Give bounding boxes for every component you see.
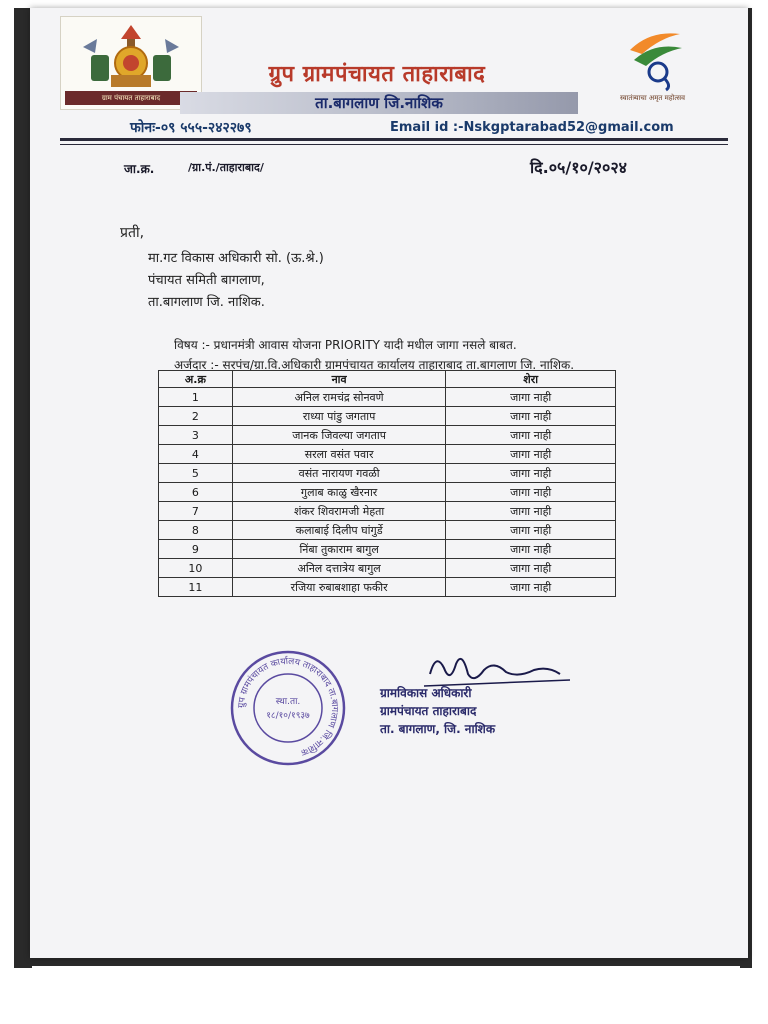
letter-subject: विषय :- प्रधानमंत्री आवास योजना PRIORITY यादी मधील जागा नसले बाबत.: [174, 338, 517, 352]
cell-name: अनिल रामचंद्र सोनवणे: [232, 388, 446, 407]
cell-serial: 2: [159, 407, 233, 426]
table-row: [159, 540, 616, 559]
addressee-line-1: मा.गट विकास अधिकारी सो. (ऊ.श्रे.): [148, 251, 324, 266]
addressee-salutation: प्रती,: [120, 225, 145, 241]
cell-remark: जागा नाही: [446, 426, 616, 445]
table-row: [159, 483, 616, 502]
cell-serial: 4: [159, 445, 233, 464]
email-address: Email id :-Nskgptarabad52@gmail.com: [390, 120, 674, 135]
cell-serial: 11: [159, 578, 233, 597]
seal-inner-line-2: १८/१०/१९३७: [266, 711, 310, 721]
emblem-caption: ग्राम पंचायत ताहाराबाद: [65, 91, 197, 105]
table-row: [159, 407, 616, 426]
cell-name: जानक जिवल्या जगताप: [232, 426, 446, 445]
table-row: [159, 559, 616, 578]
mahotsav-logo-icon: [620, 20, 690, 92]
cell-name: राध्या पांडु जगताप: [232, 407, 446, 426]
office-seal: [228, 648, 348, 768]
cell-remark: जागा नाही: [446, 464, 616, 483]
organization-address: ता.बागलाण जि.नाशिक: [315, 94, 443, 112]
table-row: [159, 578, 616, 597]
beneficiary-table: [158, 370, 616, 597]
table-row: [159, 445, 616, 464]
cell-serial: 1: [159, 388, 233, 407]
cell-name: रजिया रुबाबशाहा फकीर: [232, 578, 446, 597]
cell-serial: 5: [159, 464, 233, 483]
cell-serial: 8: [159, 521, 233, 540]
letter-applicant: अर्जदार :- सरपंच/ग्रा.वि.अधिकारी ग्रामपंचायत कार्यालय ताहाराबाद ता.बागलाण जि. नाशिक.: [174, 358, 575, 372]
cell-name: सरला वसंत पवार: [232, 445, 446, 464]
cell-name: अनिल दत्तात्रेय बागुल: [232, 559, 446, 578]
mahotsav-caption: स्वातंत्र्याचा अमृत महोत्सव: [620, 94, 685, 102]
organization-title: ग्रुप ग्रामपंचायत ताहाराबाद: [268, 62, 486, 87]
signatory-designation: ग्रामविकास अधिकारी: [380, 686, 472, 700]
column-header-serial: अ.क्र: [159, 371, 233, 388]
cell-remark: जागा नाही: [446, 388, 616, 407]
cell-name: कलाबाई दिलीप घांगुर्डे: [232, 521, 446, 540]
cell-name: निंबा तुकाराम बागुल: [232, 540, 446, 559]
cell-remark: जागा नाही: [446, 445, 616, 464]
column-header-remark: शेरा: [446, 371, 616, 388]
cell-remark: जागा नाही: [446, 502, 616, 521]
header-divider-thin: [60, 144, 728, 145]
cell-remark: जागा नाही: [446, 483, 616, 502]
cell-name: शंकर शिवरामजी मेहता: [232, 502, 446, 521]
addressee-line-2: पंचायत समिती बागलाण,: [148, 273, 265, 288]
cell-remark: जागा नाही: [446, 540, 616, 559]
table-body: [159, 388, 616, 597]
letter-date: दि.०५/१०/२०२४: [530, 158, 627, 177]
office-seal-stamp: [228, 648, 348, 768]
cell-remark: जागा नाही: [446, 578, 616, 597]
table-row: [159, 521, 616, 540]
table-row: [159, 426, 616, 445]
cell-serial: 10: [159, 559, 233, 578]
reference-office: /ग्रा.पं./ताहाराबाद/: [188, 161, 264, 174]
cell-name: गुलाब काळु खैरनार: [232, 483, 446, 502]
signatory-office: ग्रामपंचायत ताहाराबाद: [380, 704, 477, 718]
signatory-location: ता. बागलाण, जि. नाशिक: [380, 722, 496, 736]
seal-outer-text: ग्रुप ग्रामपंचायत कार्यालय ताहाराबाद ता.बागलाण जि.नाशिक: [236, 656, 340, 757]
header-divider-thick: [60, 138, 728, 141]
cell-serial: 7: [159, 502, 233, 521]
letter-page: [30, 8, 748, 958]
reference-label: जा.क्र.: [124, 162, 155, 176]
phone-number: फोनः-०९ ५५५-२४२२७९: [130, 120, 252, 136]
cell-serial: 6: [159, 483, 233, 502]
azadi-ka-amrit-mahotsav-logo: [620, 20, 710, 110]
table-header-row: [159, 371, 616, 388]
table-row: [159, 502, 616, 521]
cell-serial: 3: [159, 426, 233, 445]
cell-serial: 9: [159, 540, 233, 559]
cell-remark: जागा नाही: [446, 559, 616, 578]
table-row: [159, 464, 616, 483]
column-header-name: नाव: [232, 371, 446, 388]
cell-name: वसंत नारायण गवळी: [232, 464, 446, 483]
cell-remark: जागा नाही: [446, 407, 616, 426]
seal-inner-line-1: स्था.ता.: [275, 697, 301, 707]
addressee-line-3: ता.बागलाण जि. नाशिक.: [148, 295, 265, 310]
cell-remark: जागा नाही: [446, 521, 616, 540]
table-row: [159, 388, 616, 407]
